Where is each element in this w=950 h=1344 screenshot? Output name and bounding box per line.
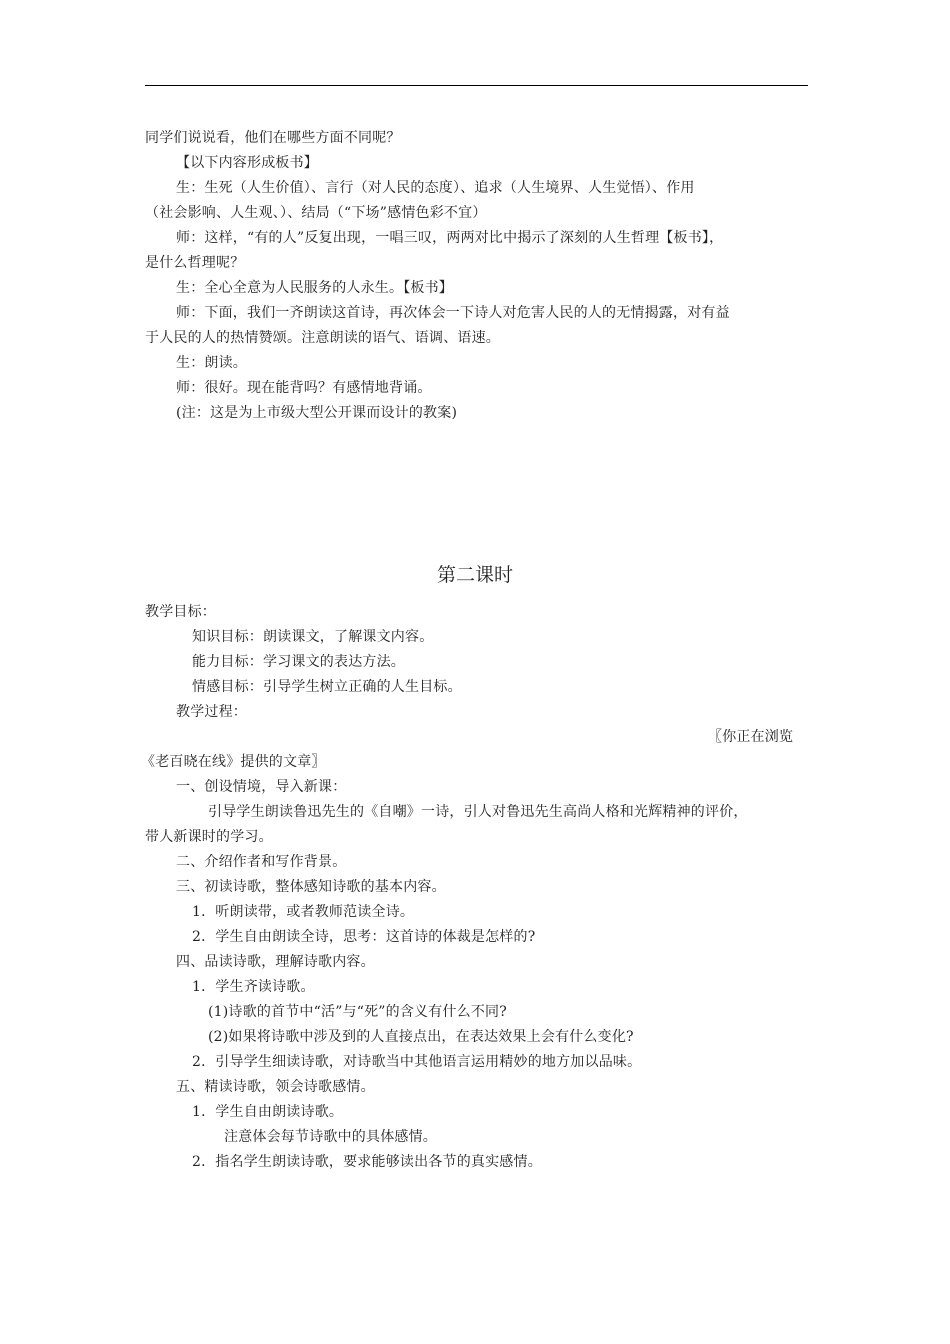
paragraph-line: （社会影响、人生观、）、结局（“下场”感情色彩不宜）: [145, 205, 487, 221]
paragraph-line: 带人新课时的学习。: [145, 829, 273, 845]
paragraph-line: 师：下面，我们一齐朗读这首诗，再次体会一下诗人对危害人民的人的无情揭露，对有益: [176, 305, 730, 321]
note-line: (注：这是为上市级大型公开课而设计的教案): [176, 405, 458, 421]
paragraph-line: 生：全心全意为人民服务的人永生。【板书】: [176, 280, 453, 296]
list-item: 1．学生齐读诗歌。: [192, 979, 315, 995]
list-item: 2．指名学生朗读诗歌，要求能够读出各节的真实感情。: [192, 1154, 542, 1170]
watermark-line: 《老百晓在线》提供的文章〗: [141, 754, 326, 770]
list-item: 2．学生自由朗读全诗，思考：这首诗的体裁是怎样的?: [192, 929, 536, 945]
paragraph-line: 生：生死（人生价值）、言行（对人民的态度）、追求（人生境界、人生觉悟）、作用: [176, 180, 695, 196]
paragraph-line: 教学过程：: [176, 704, 247, 720]
paragraph-line: 情感目标：引导学生树立正确的人生目标。: [192, 679, 462, 695]
paragraph-line: 四、品读诗歌，理解诗歌内容。: [176, 954, 375, 970]
paragraph-line: 生：朗读。: [176, 355, 247, 371]
paragraph-line: 同学们说说看，他们在哪些方面不同呢？: [145, 130, 401, 146]
paragraph-line: 于人民的人的热情赞颂。注意朗读的语气、语调、语速。: [145, 330, 500, 346]
section-heading: 第二课时: [436, 564, 513, 586]
list-item: 1．学生自由朗读诗歌。: [192, 1104, 344, 1120]
header-rule: [145, 85, 808, 86]
list-item: (1)诗歌的首节中“活”与“死”的含义有什么不同?: [208, 1004, 507, 1020]
paragraph-line: 能力目标：学习课文的表达方法。: [192, 654, 405, 670]
paragraph-line: 师：很好。现在能背吗？有感情地背诵。: [176, 380, 432, 396]
paragraph-line: 引导学生朗读鲁迅先生的《自嘲》一诗，引人对鲁迅先生高尚人格和光辉精神的评价，: [208, 804, 748, 820]
paragraph-line: 二、介绍作者和写作背景。: [176, 854, 347, 870]
paragraph-line: 知识目标：朗读课文，了解课文内容。: [192, 629, 434, 645]
watermark-line: 〖你正在浏览: [708, 729, 794, 745]
paragraph-line: 一、创设情境，导入新课：: [176, 779, 347, 795]
paragraph-line: 【以下内容形成板书】: [176, 155, 318, 171]
list-item: 2．引导学生细读诗歌，对诗歌当中其他语言运用精妙的地方加以品味。: [192, 1054, 642, 1070]
list-item: (2)如果将诗歌中涉及到的人直接点出，在表达效果上会有什么变化?: [208, 1029, 634, 1045]
paragraph-line: 注意体会每节诗歌中的具体感情。: [224, 1129, 437, 1145]
paragraph-line: 师：这样，“有的人”反复出现，一唱三叹，两两对比中揭示了深刻的人生哲理【板书】，: [176, 230, 724, 246]
list-item: 1．听朗读带，或者教师范读全诗。: [192, 904, 415, 920]
paragraph-line: 三、初读诗歌，整体感知诗歌的基本内容。: [176, 879, 446, 895]
paragraph-line: 是什么哲理呢？: [145, 255, 245, 271]
paragraph-line: 五、精读诗歌，领会诗歌感情。: [176, 1079, 375, 1095]
paragraph-line: 教学目标：: [145, 604, 216, 620]
